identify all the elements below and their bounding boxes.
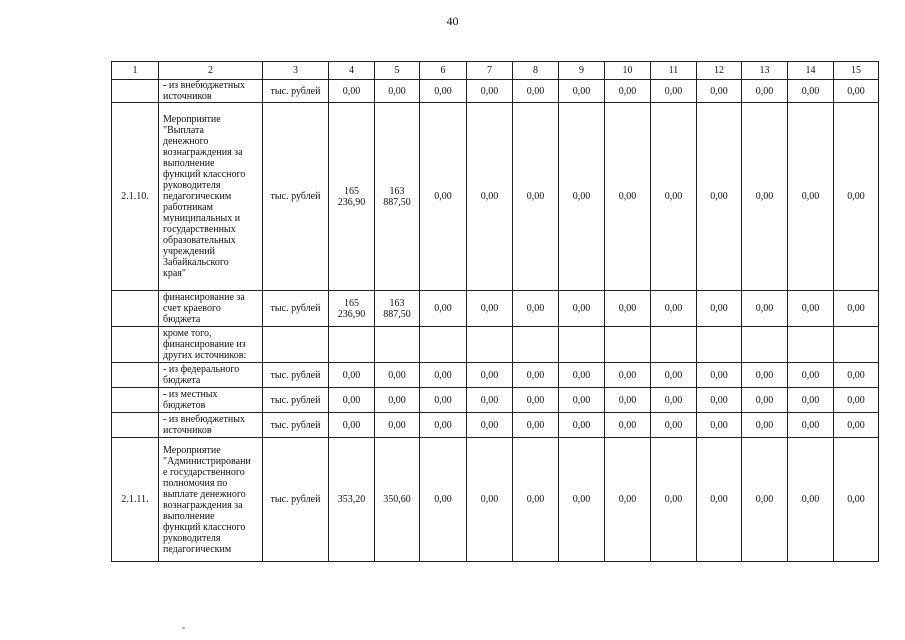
value-cell-text: 353,20 xyxy=(337,494,366,505)
value-cell xyxy=(375,438,420,562)
value-cell xyxy=(329,327,375,363)
value-cell: 0,00 xyxy=(605,413,651,438)
unit-cell xyxy=(263,327,329,363)
description-cell-text: Мероприятие "Выплата денежного вознаграждения за выполнение функций классного руководителя педагогическим работникам муниципальных и государственных образовательных учреждений Забайкальского края" xyxy=(163,114,246,279)
value-cell: 0,00 xyxy=(697,413,742,438)
value-cell xyxy=(329,291,375,327)
value-cell xyxy=(329,80,375,103)
value-cell xyxy=(375,363,420,388)
header-cell: 5 xyxy=(375,62,420,80)
value-cell xyxy=(559,327,605,363)
description-cell xyxy=(159,103,263,291)
value-cell xyxy=(329,388,375,413)
value-cell: 0,00 xyxy=(467,103,513,291)
value-cell: 0,00 xyxy=(651,363,697,388)
value-cell: 0,00 xyxy=(651,438,697,562)
header-cell: 4 xyxy=(329,62,375,80)
table-row xyxy=(112,388,879,413)
value-cell: 0,00 xyxy=(559,80,605,103)
value-cell: 0,00 xyxy=(834,438,879,562)
row-number-cell xyxy=(112,291,159,327)
row-number-cell xyxy=(112,103,159,291)
table-row xyxy=(112,438,879,562)
value-cell: 0,00 xyxy=(559,438,605,562)
value-cell xyxy=(375,80,420,103)
description-cell-text: финансирование за счет краевого бюджета xyxy=(163,292,245,325)
value-cell-text: 0,00 xyxy=(342,85,361,97)
header-cell: 8 xyxy=(513,62,559,80)
value-cell: 0,00 xyxy=(651,103,697,291)
description-cell-text: - из внебюджетных источников xyxy=(163,414,245,436)
value-cell: 0,00 xyxy=(697,388,742,413)
header-row xyxy=(112,62,879,80)
header-cell: 6 xyxy=(420,62,467,80)
value-cell: 0,00 xyxy=(513,438,559,562)
value-cell-text: 165 236,90 xyxy=(337,185,366,208)
value-cell: 0,00 xyxy=(420,413,467,438)
value-cell xyxy=(651,327,697,363)
value-cell: 0,00 xyxy=(605,291,651,327)
value-cell: 0,00 xyxy=(605,438,651,562)
value-cell xyxy=(375,327,420,363)
value-cell-text: 0,00 xyxy=(388,419,406,431)
value-cell: 0,00 xyxy=(420,103,467,291)
value-cell xyxy=(329,413,375,438)
table-row xyxy=(112,413,879,438)
value-cell xyxy=(697,327,742,363)
value-cell: 0,00 xyxy=(420,388,467,413)
description-cell-text: - из местных бюджетов xyxy=(163,389,218,411)
value-cell: 0,00 xyxy=(559,363,605,388)
value-cell: 0,00 xyxy=(467,438,513,562)
value-cell: 0,00 xyxy=(834,291,879,327)
description-cell-text: - из федерального бюджета xyxy=(163,364,240,386)
value-cell: 0,00 xyxy=(788,438,834,562)
value-cell xyxy=(329,363,375,388)
value-cell: 0,00 xyxy=(559,388,605,413)
value-cell: 0,00 xyxy=(697,291,742,327)
value-cell: 0,00 xyxy=(697,363,742,388)
value-cell xyxy=(375,388,420,413)
row-number-cell xyxy=(112,388,159,413)
value-cell: 0,00 xyxy=(559,103,605,291)
unit-cell xyxy=(263,80,329,103)
value-cell: 0,00 xyxy=(420,80,467,103)
row-number-cell-text: 2.1.11. xyxy=(121,494,149,505)
table-body xyxy=(112,80,879,562)
unit-cell xyxy=(263,363,329,388)
description-cell xyxy=(159,438,263,562)
description-cell-text: Мероприятие "Администрировани е государственного полномочия по выплате денежного вознаграждения за выполнение функций классного руководителя педагогическим xyxy=(163,444,251,555)
row-number-cell xyxy=(112,327,159,363)
value-cell: 0,00 xyxy=(834,363,879,388)
table-row xyxy=(112,291,879,327)
description-cell xyxy=(159,413,263,438)
value-cell-text: 0,00 xyxy=(388,394,406,406)
value-cell: 0,00 xyxy=(420,291,467,327)
description-cell xyxy=(159,327,263,363)
unit-cell-text: тыс. рублей xyxy=(270,394,321,406)
row-number-cell xyxy=(112,80,159,103)
value-cell: 0,00 xyxy=(467,413,513,438)
value-cell: 0,00 xyxy=(467,80,513,103)
header-cell: 7 xyxy=(467,62,513,80)
value-cell: 0,00 xyxy=(651,291,697,327)
value-cell: 0,00 xyxy=(559,291,605,327)
unit-cell xyxy=(263,388,329,413)
value-cell: 0,00 xyxy=(834,80,879,103)
value-cell: 0,00 xyxy=(834,413,879,438)
value-cell xyxy=(375,413,420,438)
budget-table xyxy=(111,61,879,562)
value-cell: 0,00 xyxy=(742,103,788,291)
value-cell: 0,00 xyxy=(742,291,788,327)
description-cell-text: кроме того, финансирование из других источников: xyxy=(163,328,247,361)
header-cell: 14 xyxy=(788,62,834,80)
scan-mark xyxy=(182,627,185,629)
description-cell xyxy=(159,291,263,327)
value-cell-text: 0,00 xyxy=(342,369,361,381)
value-cell: 0,00 xyxy=(742,80,788,103)
value-cell: 0,00 xyxy=(742,363,788,388)
value-cell: 0,00 xyxy=(651,413,697,438)
value-cell-text: 350,60 xyxy=(383,494,411,505)
value-cell: 0,00 xyxy=(834,388,879,413)
header-cell: 2 xyxy=(159,62,263,80)
value-cell: 0,00 xyxy=(697,438,742,562)
value-cell: 0,00 xyxy=(513,291,559,327)
unit-cell-text: тыс. рублей xyxy=(270,369,321,381)
value-cell xyxy=(834,327,879,363)
page-number: 40 xyxy=(446,14,459,28)
table-row xyxy=(112,327,879,363)
header-cell: 1 xyxy=(112,62,159,80)
value-cell-text: 165 236,90 xyxy=(337,297,366,320)
value-cell: 0,00 xyxy=(788,388,834,413)
unit-cell xyxy=(263,291,329,327)
value-cell: 0,00 xyxy=(742,413,788,438)
header-cell: 13 xyxy=(742,62,788,80)
header-cell: 3 xyxy=(263,62,329,80)
value-cell: 0,00 xyxy=(605,80,651,103)
value-cell xyxy=(420,327,467,363)
row-number-cell xyxy=(112,438,159,562)
unit-cell-text: тыс. рублей xyxy=(270,303,321,314)
header-cell: 9 xyxy=(559,62,605,80)
value-cell: 0,00 xyxy=(513,103,559,291)
value-cell-text: 163 887,50 xyxy=(383,185,411,208)
value-cell: 0,00 xyxy=(513,363,559,388)
row-number-cell xyxy=(112,413,159,438)
description-cell-text: - из внебюджетных источников xyxy=(163,80,245,102)
value-cell: 0,00 xyxy=(788,363,834,388)
value-cell: 0,00 xyxy=(788,80,834,103)
unit-cell xyxy=(263,438,329,562)
value-cell xyxy=(329,438,375,562)
value-cell: 0,00 xyxy=(742,438,788,562)
table-row xyxy=(112,103,879,291)
value-cell-text: 0,00 xyxy=(388,369,406,381)
value-cell: 0,00 xyxy=(697,103,742,291)
value-cell: 0,00 xyxy=(788,291,834,327)
table-row xyxy=(112,363,879,388)
header-cell: 12 xyxy=(697,62,742,80)
header-cell: 15 xyxy=(834,62,879,80)
value-cell: 0,00 xyxy=(420,438,467,562)
value-cell xyxy=(467,327,513,363)
value-cell xyxy=(513,327,559,363)
value-cell: 0,00 xyxy=(697,80,742,103)
value-cell: 0,00 xyxy=(467,363,513,388)
value-cell: 0,00 xyxy=(559,413,605,438)
row-number-cell xyxy=(112,363,159,388)
value-cell xyxy=(375,291,420,327)
value-cell: 0,00 xyxy=(742,388,788,413)
value-cell: 0,00 xyxy=(513,80,559,103)
value-cell: 0,00 xyxy=(467,291,513,327)
unit-cell-text: тыс. рублей xyxy=(270,85,321,97)
value-cell: 0,00 xyxy=(651,388,697,413)
value-cell: 0,00 xyxy=(467,388,513,413)
value-cell: 0,00 xyxy=(420,363,467,388)
value-cell xyxy=(375,103,420,291)
value-cell: 0,00 xyxy=(513,388,559,413)
value-cell xyxy=(742,327,788,363)
value-cell-text: 0,00 xyxy=(388,85,406,97)
value-cell: 0,00 xyxy=(605,103,651,291)
description-cell xyxy=(159,80,263,103)
description-cell xyxy=(159,388,263,413)
value-cell xyxy=(605,327,651,363)
unit-cell-text: тыс. рублей xyxy=(270,494,321,505)
description-cell xyxy=(159,363,263,388)
table-row xyxy=(112,80,879,103)
value-cell: 0,00 xyxy=(788,413,834,438)
value-cell-text: 163 887,50 xyxy=(383,297,411,320)
value-cell xyxy=(329,103,375,291)
unit-cell xyxy=(263,413,329,438)
header-cell: 10 xyxy=(605,62,651,80)
value-cell: 0,00 xyxy=(513,413,559,438)
header-cell: 11 xyxy=(651,62,697,80)
value-cell-text: 0,00 xyxy=(342,419,361,431)
value-cell-text: 0,00 xyxy=(342,394,361,406)
value-cell: 0,00 xyxy=(605,388,651,413)
value-cell: 0,00 xyxy=(605,363,651,388)
value-cell: 0,00 xyxy=(651,80,697,103)
value-cell xyxy=(788,327,834,363)
unit-cell-text: тыс. рублей xyxy=(270,191,321,202)
value-cell: 0,00 xyxy=(788,103,834,291)
unit-cell-text: тыс. рублей xyxy=(270,419,321,431)
value-cell: 0,00 xyxy=(834,103,879,291)
row-number-cell-text: 2.1.10. xyxy=(121,191,149,202)
unit-cell xyxy=(263,103,329,291)
